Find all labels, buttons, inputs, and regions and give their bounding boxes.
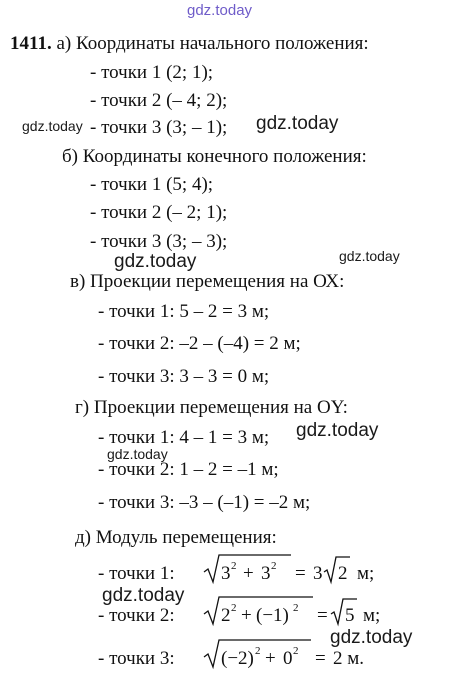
watermark-text: gdz.today bbox=[256, 113, 339, 134]
svg-text:2: 2 bbox=[231, 602, 237, 614]
svg-text:=: = bbox=[315, 648, 326, 669]
svg-text:м;: м; bbox=[363, 605, 381, 626]
part-a-heading: а) Координаты начального положения: bbox=[56, 33, 369, 54]
part-d-label-3: - точки 3: bbox=[98, 648, 175, 669]
watermark-text: gdz.today bbox=[296, 420, 379, 441]
svg-text:=: = bbox=[295, 563, 306, 584]
part-b-point-2: - точки 2 (– 2; 1); bbox=[90, 202, 228, 223]
part-g-point-2: - точки 2: 1 – 2 = –1 м; bbox=[98, 459, 279, 480]
part-v-point-1: - точки 1: 5 – 2 = 3 м; bbox=[98, 301, 270, 322]
svg-text:2: 2 bbox=[293, 602, 299, 614]
part-a-point-3: - точки 3 (3; – 1); bbox=[90, 117, 228, 138]
svg-text:(−1): (−1) bbox=[256, 605, 289, 626]
svg-text:2: 2 bbox=[293, 645, 299, 657]
watermark-text: gdz.today bbox=[102, 585, 185, 606]
svg-text:2 м.: 2 м. bbox=[333, 648, 365, 669]
svg-text:м;: м; bbox=[357, 563, 375, 584]
part-b-heading: б) Координаты конечного положения: bbox=[62, 146, 367, 167]
svg-text:5: 5 bbox=[345, 605, 355, 626]
part-a-heading-line bbox=[10, 33, 369, 55]
part-a-point-1: - точки 1 (2; 1); bbox=[90, 62, 214, 83]
svg-text:3: 3 bbox=[261, 563, 271, 584]
part-g-heading: г) Проекции перемещения на ОY: bbox=[75, 397, 348, 418]
part-v-point-3: - точки 3: 3 – 3 = 0 м; bbox=[98, 366, 270, 387]
part-g-point-1: - точки 1: 4 – 1 = 3 м; bbox=[98, 427, 270, 448]
part-d-label-2: - точки 2: bbox=[98, 605, 175, 626]
modulus-expression-2 bbox=[203, 594, 403, 628]
problem-number: 1411. bbox=[10, 33, 52, 54]
part-b-point-1: - точки 1 (5; 4); bbox=[90, 174, 214, 195]
modulus-expression-3 bbox=[203, 637, 403, 671]
svg-text:0: 0 bbox=[283, 648, 293, 669]
svg-text:3: 3 bbox=[313, 563, 323, 584]
svg-text:2: 2 bbox=[231, 560, 237, 572]
part-d-heading: д) Модуль перемещения: bbox=[75, 527, 277, 548]
svg-text:2: 2 bbox=[338, 563, 348, 584]
svg-text:(−2): (−2) bbox=[221, 648, 254, 669]
svg-text:+: + bbox=[241, 605, 252, 626]
svg-text:2: 2 bbox=[221, 605, 231, 626]
part-a-point-2: - точки 2 (– 4; 2); bbox=[90, 90, 228, 111]
modulus-expression-1 bbox=[203, 552, 403, 586]
part-g-point-3: - точки 3: –3 – (–1) = –2 м; bbox=[98, 492, 311, 513]
watermark-text: gdz.today bbox=[114, 251, 197, 272]
svg-text:2: 2 bbox=[255, 645, 261, 657]
svg-text:+: + bbox=[243, 563, 254, 584]
watermark-text: gdz.today bbox=[107, 446, 168, 462]
part-b-point-3: - точки 3 (3; – 3); bbox=[90, 231, 228, 252]
watermark-text: gdz.today bbox=[22, 118, 83, 134]
svg-text:3: 3 bbox=[221, 563, 231, 584]
svg-text:2: 2 bbox=[271, 560, 277, 572]
svg-text:=: = bbox=[317, 605, 328, 626]
svg-text:+: + bbox=[265, 648, 276, 669]
part-d-label-1: - точки 1: bbox=[98, 563, 175, 584]
watermark-text: gdz.today bbox=[330, 627, 413, 648]
part-v-point-2: - точки 2: –2 – (–4) = 2 м; bbox=[98, 333, 301, 354]
watermark-text: gdz.today bbox=[339, 248, 400, 264]
watermark-text: gdz.today bbox=[187, 2, 253, 19]
part-v-heading: в) Проекции перемещения на ОХ: bbox=[70, 271, 345, 292]
